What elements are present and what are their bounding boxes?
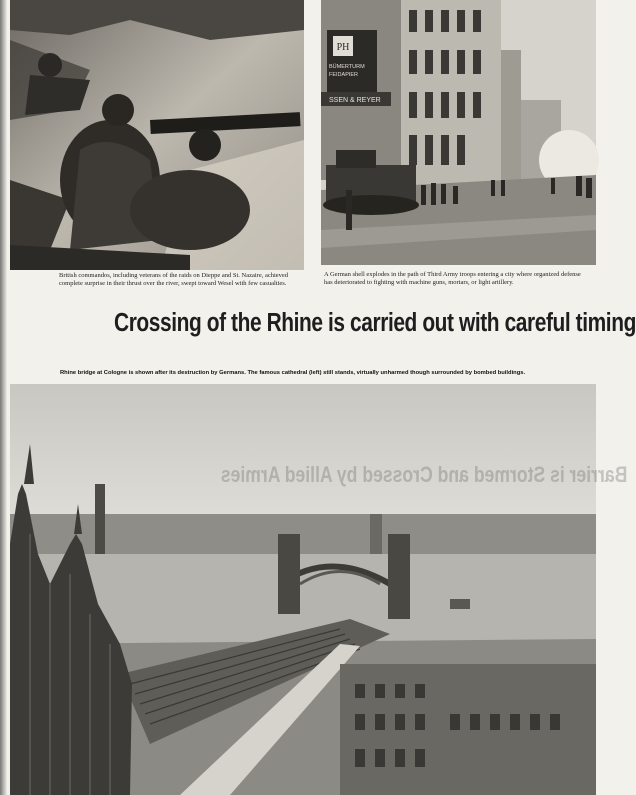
column-gutter <box>308 0 320 270</box>
cologne-bridge-photo <box>10 384 596 795</box>
street-shell-photo <box>321 0 596 265</box>
bleed-through-text: Barrier is Stormed and Crossed by Allied Armies <box>220 462 628 487</box>
headline: Crossing of the Rhine is carried out with careful timing <box>114 309 636 337</box>
sign-text-2: FEIDAPIER <box>329 72 359 78</box>
commandos-photo <box>10 0 304 270</box>
sign-text-1: BÜMERTURM <box>329 64 365 70</box>
cologne-caption: Rhine bridge at Cologne is shown after its destruction by Germans. The famous cathedral (left) still stands, virtually unharmed though surrounded by bombed buildings. <box>60 370 526 376</box>
shell-caption: A German shell explodes in the path of Third Army troops entering a city where organized defense has deteriorated to fighting with machine guns, mortars, or light artillery. <box>324 271 581 286</box>
sign-text-3: SSEN & REYER <box>329 97 381 104</box>
sign-logo: PH <box>336 42 350 53</box>
page-spine-shadow <box>0 0 7 795</box>
commandos-caption: British commandos, including veterans of the raids on Dieppe and St. Nazaire, achieved complete surprise in their thrust over the river, swept toward Wesel with few casualties. <box>59 272 289 287</box>
